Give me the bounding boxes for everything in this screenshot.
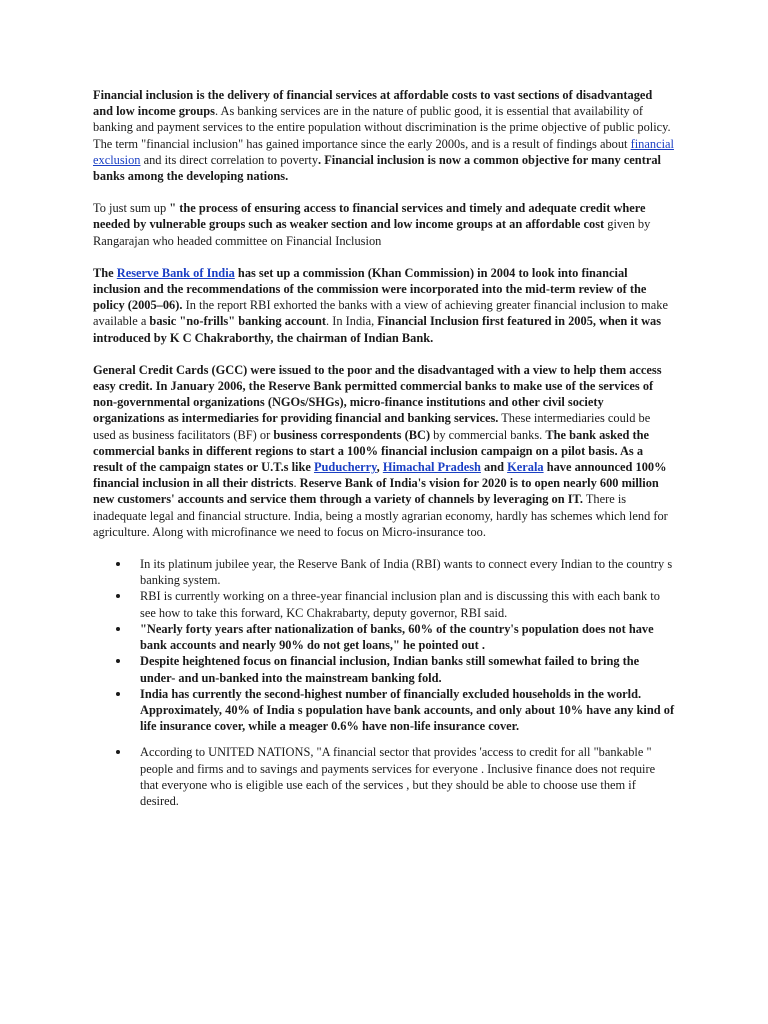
link-kerala[interactable]: Kerala (507, 460, 544, 475)
body-text: There is inadequate legal and financial structure. India, being a mostly agrarian economy, hardly has schemes which lend for agriculture. Along with microfinance we need to focus on Micro-insurance too. (93, 492, 668, 539)
bold-text: Financial Inclusion first featured in 2005, when it was introduced by K C Chakraborthy, the chairman of Indian Bank. (93, 314, 662, 345)
bold-text: Reserve Bank of India's vision for 2020 is to open nearly 600 million new customers' accounts and service them through a variety of channels by leveraging on IT. (93, 476, 659, 507)
list-item: RBI is currently working on a three-year financial inclusion plan and is discussing this with each bank to see how to take this forward, KC Chakrabarty, deputy governor, RBI said. (140, 588, 675, 620)
bold-text: have announced 100% financial inclusion in all their districts (93, 460, 667, 491)
list-item: "Nearly forty years after nationalization of banks, 60% of the country's population does not have bank accounts and nearly 90% do not get loans," he pointed out . (140, 621, 675, 653)
body-text: given by Rangarajan who headed committee on Financial Inclusion (93, 217, 651, 248)
link-financial-exclusion[interactable]: financial exclusion (93, 136, 674, 167)
list-item: India has currently the second-highest number of financially excluded households in the world. Approximately, 40% of India s population have bank accounts, and only about 10% have any kind of life insurance cover, while a meager 0.6% have non-life insurance cover. (140, 686, 675, 734)
body-text: . In India, (326, 314, 378, 329)
paragraph-rbi-commission (93, 265, 675, 346)
document-page (93, 87, 675, 809)
list-item: According to UNITED NATIONS, "A financial sector that provides 'access to credit for all "bankable " people and firms and to savings and payments services for everyone . Inclusive finance does not require that everyone who is eligible use each of the services , but they should be able to choose use them if desired. (140, 744, 675, 809)
paragraph-summary (93, 200, 675, 249)
link-puducherry[interactable]: Puducherry (313, 460, 377, 475)
paragraph-definition (93, 87, 675, 184)
bold-text: business correspondents (BC) (273, 427, 431, 442)
body-text: To just sum up (93, 201, 170, 216)
bold-text: The bank asked the commercial banks in different regions to start a 100% financial inclusion campaign on a pilot basis. As a result of the campaign states or U.T.s like (93, 427, 649, 475)
link-himachal-pradesh[interactable]: Himachal Pradesh (382, 460, 481, 475)
body-text: . As banking services are in the nature of public good, it is essential that availability of banking and payment services to the entire population without discrimination is the prime objective of public policy. The term "financial inclusion" has gained importance since the early 2000s, and is a result of findings about (93, 104, 671, 151)
body-text: by commercial banks. (430, 427, 546, 442)
bold-text: , (376, 460, 383, 475)
paragraph-credit-cards (93, 362, 675, 540)
body-text: In the report RBI exhorted the banks with a view of achieving greater financial inclusion to make available a (93, 298, 668, 329)
bullet-list (93, 556, 675, 734)
bold-text: The (93, 265, 117, 280)
bold-text: " the process of ensuring access to financial services and timely and adequate credit where needed by vulnerable groups such as weaker section and low income groups at an affordable cost (93, 201, 646, 232)
bold-text: General Credit Cards (GCC) were issued to the poor and the disadvantaged with a view to help them access easy credit. In January 2006, the Reserve Bank permitted commercial banks to make use of the services of non-governmental organizations (NGOs/SHGs), micro-finance institutions and other civil society organizations as intermediaries for providing financial and banking services. (93, 362, 662, 426)
bold-text: has set up a commission (Khan Commission) in 2004 to look into financial inclusion and the recommendations of the commission were incorporated into the mid-term review of the policy (2005–06). (93, 265, 647, 313)
bold-text: basic "no-frills" banking account (149, 314, 327, 329)
bold-text: and (480, 460, 508, 475)
body-text: and its direct correlation to poverty (140, 152, 319, 167)
bullet-list (93, 744, 675, 809)
body-text: . (293, 476, 300, 491)
bold-text: . Financial inclusion is now a common objective for many central banks among the developing nations. (93, 152, 661, 184)
body-text: These intermediaries could be used as business facilitators (BF) or (93, 411, 651, 442)
link-reserve-bank-of-india[interactable]: Reserve Bank of India (116, 265, 235, 280)
list-item: Despite heightened focus on financial inclusion, Indian banks still somewhat failed to bring the under- and un-banked into the mainstream banking fold. (140, 653, 675, 685)
bold-text: Financial inclusion is the delivery of financial services at affordable costs to vast sections of disadvantaged and low income groups (93, 88, 653, 119)
list-item: In its platinum jubilee year, the Reserve Bank of India (RBI) wants to connect every Indian to the country s banking system. (140, 556, 675, 588)
